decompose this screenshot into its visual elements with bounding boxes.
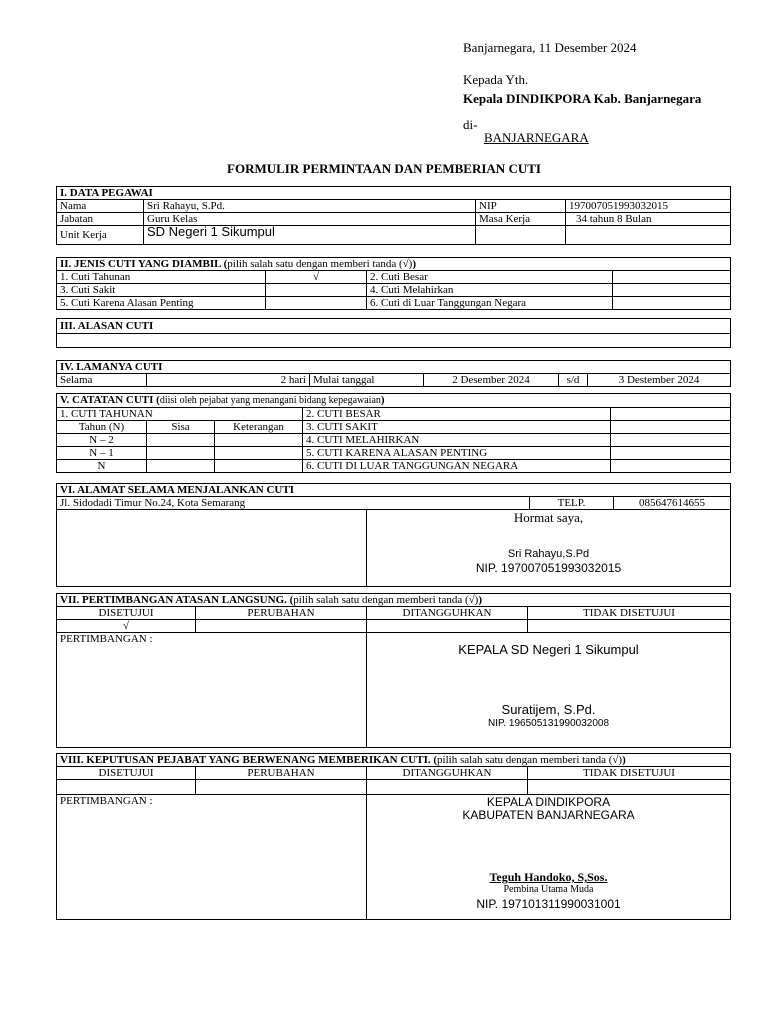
section-title: VI. ALAMAT SELAMA MENJALANKAN CUTI	[57, 484, 731, 497]
tahun-n-2: N – 2	[57, 434, 147, 447]
tidak-disetujui-check[interactable]	[528, 620, 731, 633]
tidak-disetujui-header: TIDAK DISETUJUI	[528, 767, 731, 780]
cuti-besar-note[interactable]	[611, 408, 731, 421]
section-alasan-cuti	[56, 318, 731, 348]
nip-value: 197007051993032015	[566, 200, 731, 213]
to-label: Kepada Yth.	[463, 72, 529, 87]
pejabat-jabatan-1: KEPALA DINDIKPORA	[486, 795, 611, 809]
ditangguhkan-header: DITANGGUHKAN	[367, 767, 528, 780]
cuti-melahirkan-check[interactable]	[613, 284, 731, 297]
cuti-alasan-penting-note[interactable]	[611, 447, 731, 460]
pejabat-signature-block	[367, 795, 731, 920]
nama-value: Sri Rahayu, S.Pd.	[144, 200, 476, 213]
cuti-melahirkan-label: 4. Cuti Melahirkan	[367, 284, 613, 297]
pertimbangan-atasan-label: PERTIMBANGAN :	[57, 633, 367, 748]
ditangguhkan-check[interactable]	[367, 620, 528, 633]
tidak-disetujui-check[interactable]	[528, 780, 731, 795]
cuti-besar-check[interactable]	[613, 271, 731, 284]
pejabat-nip: NIP. 197101311990031001	[476, 897, 621, 911]
jabatan-value: Guru Kelas	[144, 213, 476, 226]
selama-label: Selama	[57, 374, 147, 387]
cuti-tahunan-header: 1. CUTI TAHUNAN	[57, 408, 303, 421]
perubahan-check[interactable]	[196, 780, 367, 795]
di-label: di-	[463, 117, 478, 132]
section-title: V. CATATAN CUTI (diisi oleh pejabat yang menangani bidang kepegawaian)	[57, 394, 731, 408]
sisa-n-1[interactable]	[147, 447, 215, 460]
sd-label: s/d	[559, 374, 588, 387]
ditangguhkan-header: DITANGGUHKAN	[367, 607, 528, 620]
sampai-value: 3 Destember 2024	[588, 374, 731, 387]
cuti-alasan-penting-row: 5. CUTI KARENA ALASAN PENTING	[303, 447, 611, 460]
pejabat-rank: Pembina Utama Muda	[503, 884, 594, 895]
section-pertimbangan-atasan	[56, 593, 731, 748]
section-lamanya-cuti	[56, 360, 731, 387]
place-date: Banjarnegara, 11 Desember 2024	[463, 40, 637, 55]
atasan-name: Suratijem, S.Pd.	[501, 702, 596, 717]
atasan-nip: NIP. 196505131990032008	[487, 718, 610, 729]
col-keterangan: Keterangan	[215, 421, 303, 434]
telp-label: TELP.	[530, 497, 614, 510]
ket-n-2[interactable]	[215, 434, 303, 447]
unit-kerja-value: SD Negeri 1 Sikumpul	[144, 226, 476, 245]
cuti-luar-tanggungan-note[interactable]	[611, 460, 731, 473]
masa-kerja-label: Masa Kerja	[476, 213, 566, 226]
mulai-label: Mulai tanggal	[310, 374, 424, 387]
section-title: VIII. KEPUTUSAN PEJABAT YANG BERWENANG MEMBERIKAN CUTI. (pilih salah satu dengan memberi tanda (√))	[57, 754, 731, 767]
cuti-melahirkan-note[interactable]	[611, 434, 731, 447]
cuti-luar-tanggungan-row: 6. CUTI DI LUAR TANGGUNGAN NEGARA	[303, 460, 611, 473]
pertimbangan-pejabat-label: PERTIMBANGAN :	[57, 795, 367, 920]
cuti-besar-row: 2. CUTI BESAR	[303, 408, 611, 421]
cuti-luar-tanggungan-check[interactable]	[613, 297, 731, 310]
section-catatan-cuti	[56, 393, 731, 473]
recipient: Kepala DINDIKPORA Kab. Banjarnegara	[463, 91, 702, 106]
cuti-sakit-note[interactable]	[611, 421, 731, 434]
tahun-n: N	[57, 460, 147, 473]
tidak-disetujui-header: TIDAK DISETUJUI	[528, 607, 731, 620]
perubahan-check[interactable]	[196, 620, 367, 633]
section-title: IV. LAMANYA CUTI	[57, 361, 731, 374]
section-alamat-cuti	[56, 483, 731, 587]
jabatan-label: Jabatan	[57, 213, 144, 226]
pemohon-name: Sri Rahayu,S.Pd	[507, 548, 590, 560]
tahun-n-1: N – 1	[57, 447, 147, 460]
disetujui-header: DISETUJUI	[57, 767, 196, 780]
pejabat-name: Teguh Handoko, S,Sos.	[489, 870, 608, 884]
masa-kerja-value: 34 tahun 8 Bulan	[566, 213, 731, 226]
col-sisa: Sisa	[147, 421, 215, 434]
cuti-tahunan-label: 1. Cuti Tahunan	[57, 271, 266, 284]
perubahan-header: PERUBAHAN	[196, 767, 367, 780]
pejabat-jabatan-2: KABUPATEN BANJARNEGARA	[462, 808, 635, 822]
section-data-pegawai	[56, 186, 731, 245]
nip-label: NIP	[476, 200, 566, 213]
cuti-sakit-check[interactable]	[266, 284, 367, 297]
mulai-value: 2 Desember 2024	[424, 374, 559, 387]
disetujui-check[interactable]: √	[57, 620, 196, 633]
selama-value: 2 hari	[147, 374, 310, 387]
ket-n[interactable]	[215, 460, 303, 473]
nama-label: Nama	[57, 200, 144, 213]
col-tahun: Tahun (N)	[57, 421, 147, 434]
cuti-besar-label: 2. Cuti Besar	[367, 271, 613, 284]
cuti-luar-tanggungan-label: 6. Cuti di Luar Tanggungan Negara	[367, 297, 613, 310]
sisa-n[interactable]	[147, 460, 215, 473]
disetujui-header: DISETUJUI	[57, 607, 196, 620]
section-title: I. DATA PEGAWAI	[57, 187, 731, 200]
telp-value: 085647614655	[614, 497, 731, 510]
atasan-jabatan: KEPALA SD Negeri 1 Sikumpul	[458, 642, 639, 657]
atasan-signature-block	[367, 633, 731, 748]
disetujui-check[interactable]	[57, 780, 196, 795]
hormat-saya: Hormat saya,	[513, 510, 584, 525]
section-title: VII. PERTIMBANGAN ATASAN LANGSUNG. (pilih salah satu dengan memberi tanda (√))	[57, 594, 731, 607]
cuti-sakit-label: 3. Cuti Sakit	[57, 284, 266, 297]
unit-kerja-label: Unit Kerja	[57, 226, 144, 245]
cuti-tahunan-check[interactable]: √	[266, 271, 367, 284]
ket-n-1[interactable]	[215, 447, 303, 460]
recipient-city: BANJARNEGARA	[484, 130, 589, 145]
perubahan-header: PERUBAHAN	[196, 607, 367, 620]
cuti-alasan-penting-label: 5. Cuti Karena Alasan Penting	[57, 297, 266, 310]
section-keputusan-pejabat	[56, 753, 731, 920]
cuti-alasan-penting-check[interactable]	[266, 297, 367, 310]
pemohon-signature-block	[367, 510, 731, 587]
ditangguhkan-check[interactable]	[367, 780, 528, 795]
section-title: III. ALASAN CUTI	[57, 319, 731, 334]
alasan-cuti-field[interactable]	[57, 334, 731, 348]
form-title: FORMULIR PERMINTAAN DAN PEMBERIAN CUTI	[227, 161, 541, 176]
alamat-blank	[57, 510, 367, 587]
pemohon-nip: NIP. 197007051993032015	[475, 561, 622, 575]
alamat-value: Jl. Sidodadi Timur No.24, Kota Semarang	[57, 497, 530, 510]
section-jenis-cuti	[56, 257, 731, 310]
section-title: II. JENIS CUTI YANG DIAMBIL (pilih salah satu dengan memberi tanda (√))	[57, 258, 731, 271]
cuti-sakit-row: 3. CUTI SAKIT	[303, 421, 611, 434]
cuti-melahirkan-row: 4. CUTI MELAHIRKAN	[303, 434, 611, 447]
sisa-n-2[interactable]	[147, 434, 215, 447]
